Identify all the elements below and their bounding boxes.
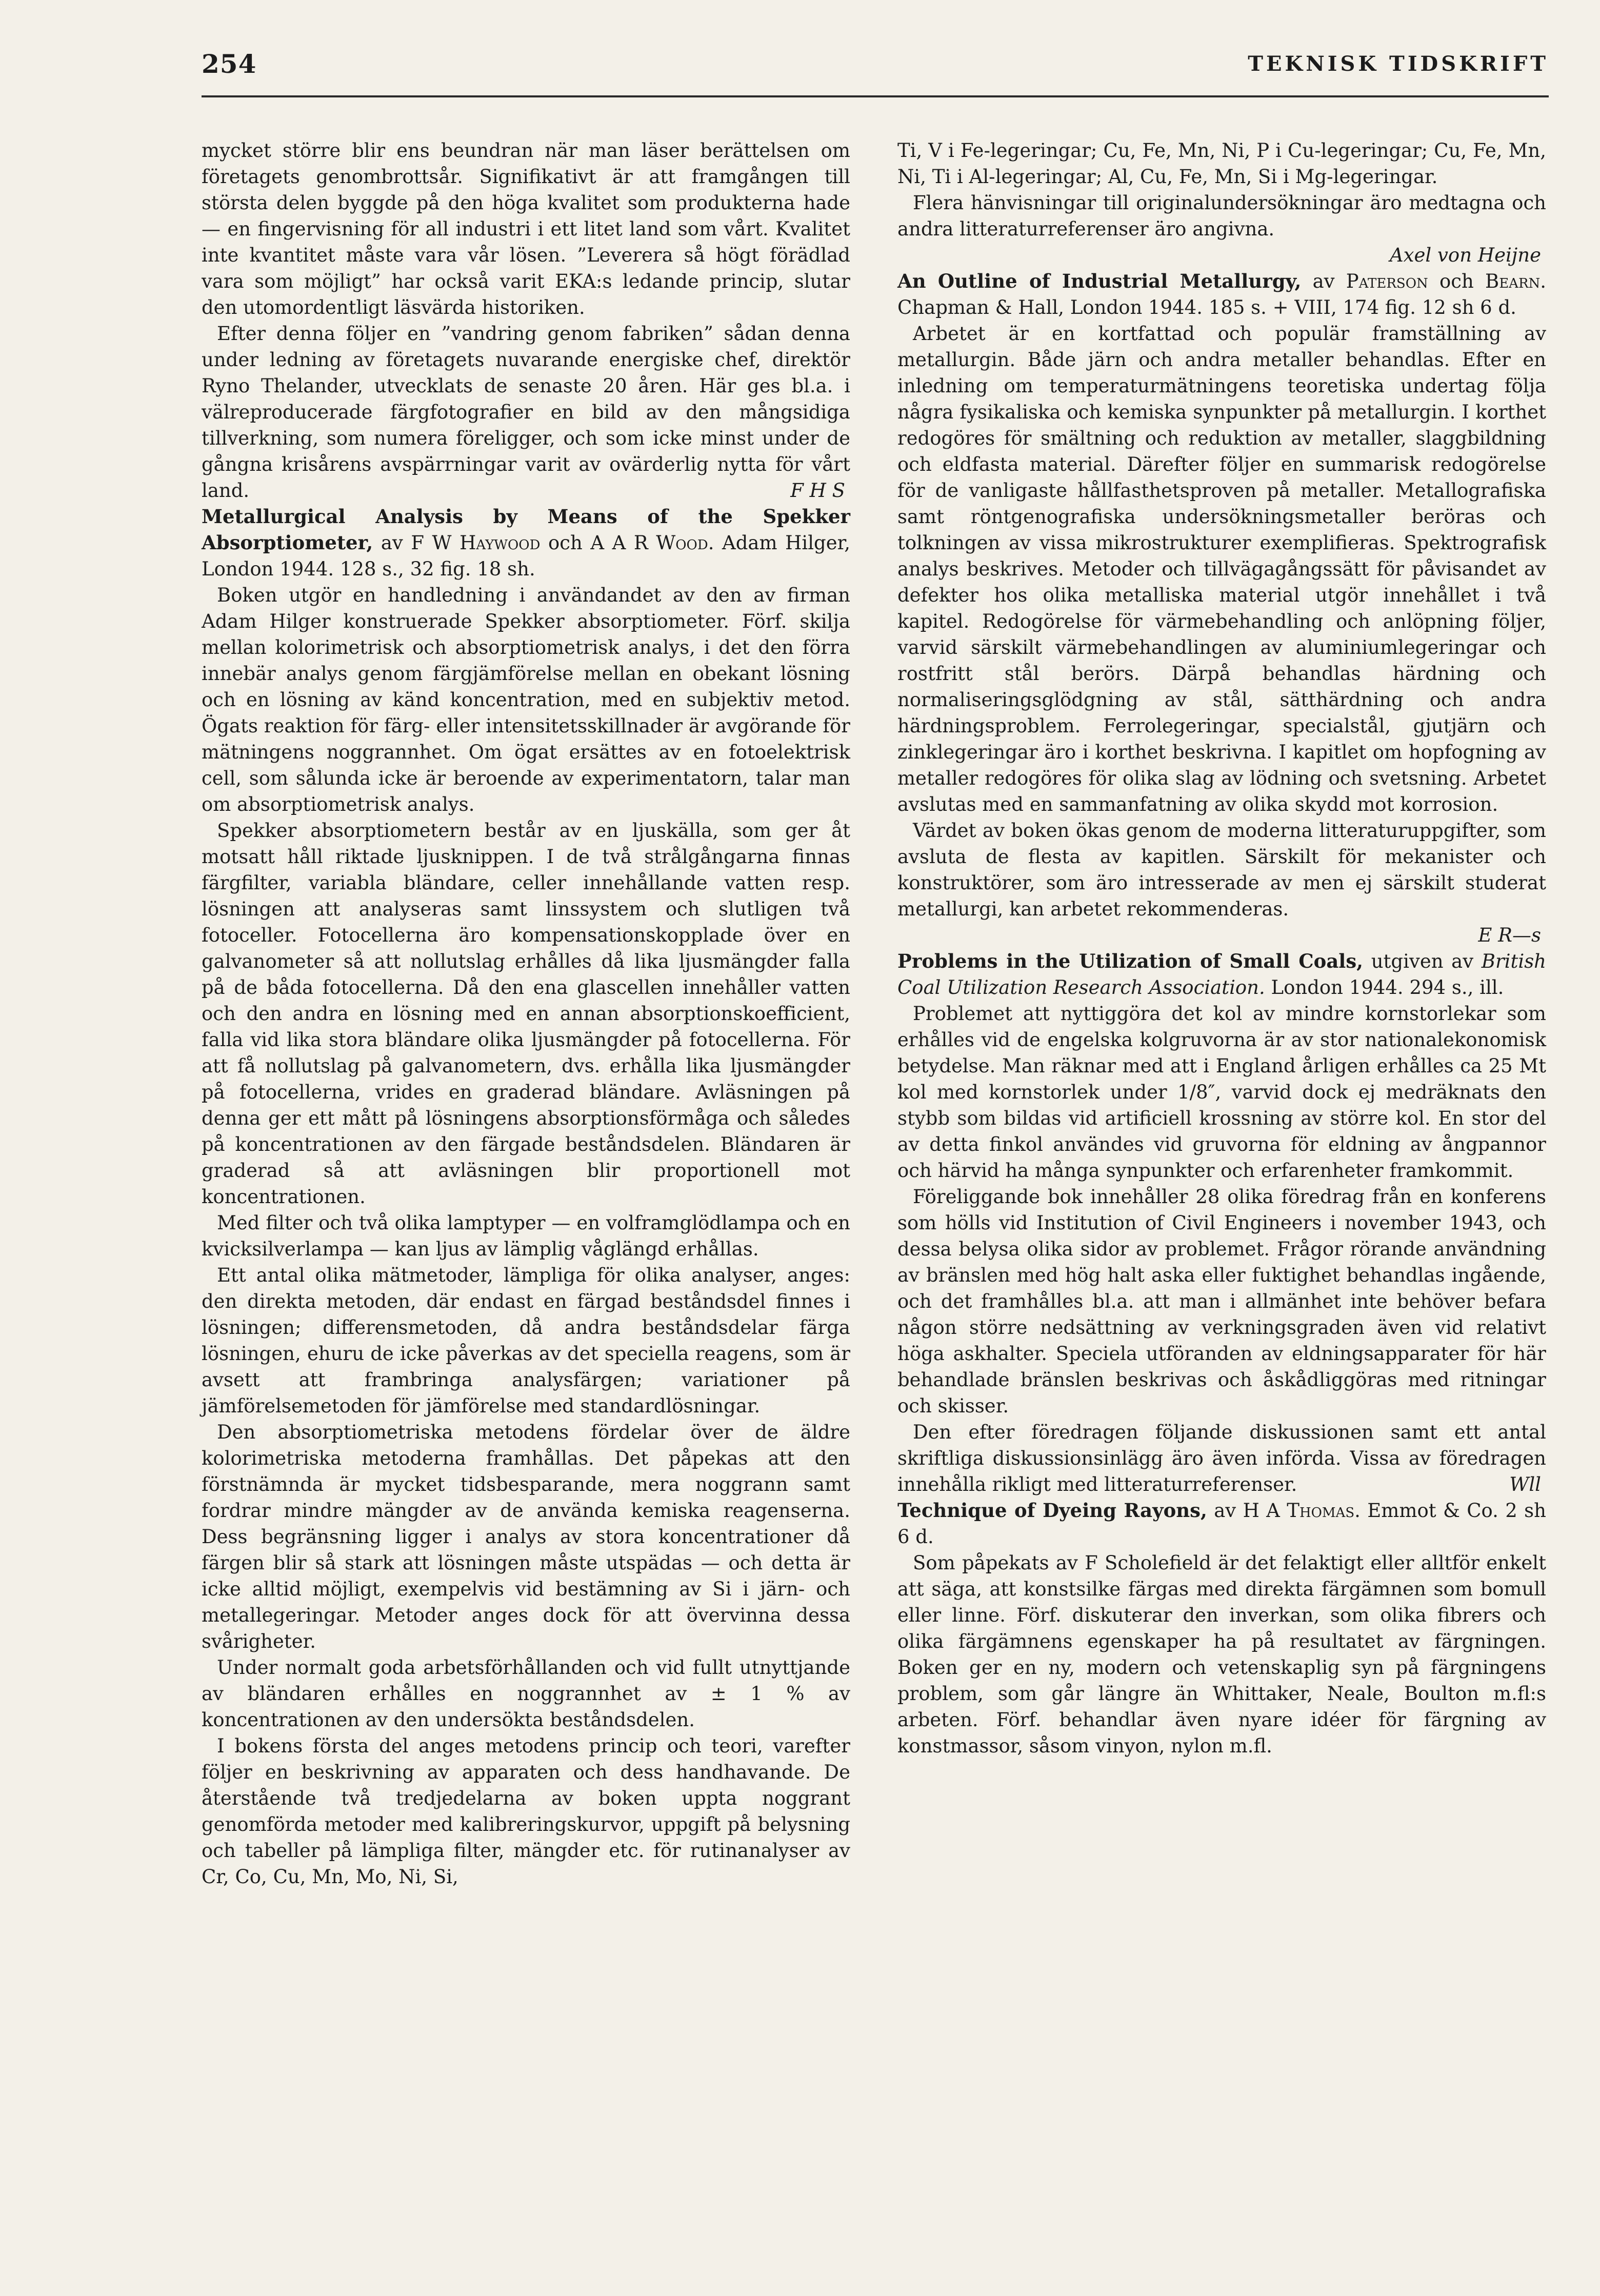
review-publication: Adam Hilger, London 1944. 128 s., 32 fig. 18 sh. [202, 532, 850, 580]
review-publication: Emmot & Co. 2 sh 6 d. [897, 1500, 1546, 1548]
review-by: av [1214, 1500, 1236, 1522]
paragraph: Föreliggande bok innehåller 28 olika föredrag från en konferens som hölls vid Institution of Civil Engineers i november 1943, och dessa belysa olika sidor av problemet. Frågor rörande användning av bränslen med hög halt aska eller fuktighet behandlas ingående, och det framhålles bl.a. att man i allmänhet inte behöver befara någon större nedsättning av verkningsgraden även vid relativt höga askhalter. Speciela utföranden av eldningsapparater för här behandlade bränslen beskrivas och åskådliggöras med ritningar och skisser. [897, 1186, 1546, 1417]
paragraph: Under normalt goda arbetsförhållanden och vid fullt utnyttjande av bländaren erhålles en noggrannhet av ± 1 % av koncentrationen av den undersökta beståndsdelen. [202, 1656, 850, 1731]
review-title: An Outline of Industrial Metallurgy, [897, 270, 1302, 292]
review-publisher: British Coal Utilization Research Association. [897, 950, 1547, 999]
paragraph: Arbetet är en kortfattad och populär framställning av metallurgin. Både järn och andra metaller behandlas. Efter en inledning om temperaturmätningens teoretiska undertag följa några fysikaliska och kemiska synpunkter på metallurgin. I korthet redogöres för smältning och reduktion av metaller, slaggbildning och eldfasta material. Därefter följer en summarisk redogörelse för de vanligaste hållfasthetsproven på metaller. Metallografiska samt röntgenografiska undersökningsmetaller beröras och tolkningen av vissa mikrostrukturer exemplifieras. Spektrografisk analys beskrives. Metoder och tillvägagångssätt för påvisandet av defekter hos olika metalliska material utgör innehållet i två kapitel. Redogörelse för värmebehandling och anlöpning följer, varvid särskilt värmebehandlingen av aluminiumlegeringar och rostfritt stål berörs. Därpå behandlas härdning och normaliseringsglödgning av stål, sätthärdning och andra härdningsproblem. Ferrolegeringar, specialstål, gjutjärn och zinklegeringar äro i korthet beskrivna. I kapitlet om hopfogning av metaller redogöres för olika slag av lödning och svetsning. Arbetet avslutas med en sammanfatning av olika skydd mot korrosion. [897, 323, 1546, 815]
header-rule [202, 95, 1549, 97]
journal-title: TEKNISK TIDSKRIFT [1248, 52, 1549, 76]
review-author: A A R Wood. [590, 532, 714, 554]
signature: Axel von Heijne [1389, 244, 1541, 266]
review-heading [897, 948, 1546, 1001]
paragraph: Ett antal olika mätmetoder, lämpliga för olika analyser, anges: den direkta metoden, där endast en färgad beståndsdel finnes i lösningen; differensmetoden, då andra beståndsdelar färga lösningen, ehuru de icke påverkas av det speciella reagens, som är avsett att frambringa analysfärgen; variationer på jämförelsemetoden för jämförelse med standardlösningar. [202, 1264, 850, 1417]
paragraph-text: Den efter föredragen följande diskussionen samt ett antal skriftliga diskussionsinlägg äro även införda. Vissa av föredragen innehålla rikligt med litteraturreferenser. [897, 1421, 1546, 1495]
review-publication: London 1944. 294 s., ill. [1271, 976, 1504, 999]
review-title: Technique of Dyeing Rayons, [897, 1499, 1207, 1522]
review-heading [897, 268, 1546, 321]
review-by: av [1312, 270, 1335, 292]
review-heading [202, 504, 850, 582]
left-column [202, 137, 850, 1890]
signature: F H S [790, 480, 845, 502]
paragraph [897, 1419, 1546, 1498]
review-and: och [548, 532, 583, 554]
paragraph: Värdet av boken ökas genom de moderna litteraturuppgifter, som avsluta de flesta av kapitlen. Särskilt för mekanister och konstruktörer, som äro intresserade av men ej särskilt studerat metallurgi, kan arbetet rekommenderas. [897, 820, 1546, 920]
paragraph: I bokens första del anges metodens princip och teori, varefter följer en beskrivning av apparaten och dess handhavande. De återstående två tredjedelarna av boken uppta noggrant genomförda metoder med kalibreringskurvor, uppgift på belysning och tabeller på lämpliga filter, mängder etc. för rutinanalyser av Cr, Co, Cu, Mn, Mo, Ni, Si, [202, 1735, 850, 1888]
review-and: och [1439, 270, 1474, 292]
paragraph: Med filter och två olika lamptyper — en volframglödlampa och en kvicksilverlampa — kan ljus av lämplig våglängd erhållas. [202, 1212, 850, 1260]
review-author: F W Haywood [411, 532, 541, 554]
paragraph: Ti, V i Fe-legeringar; Cu, Fe, Mn, Ni, P i Cu-legeringar; Cu, Fe, Mn, Ni, Ti i Al-legeringar; Al, Cu, Fe, Mn, Si i Mg-legeringar. [897, 139, 1546, 188]
signature: E R—s [1478, 924, 1541, 946]
review-title: Metallurgical Analysis by Means of the Spekker Absorptiometer, [202, 505, 850, 554]
paragraph: Spekker absorptiometern består av en ljuskälla, som ger åt motsatt håll riktade ljusknippen. I de två strålgångarna finnas färgfilter, variabla bländare, celler innehållande vatten resp. lösningen att analyseras samt linssystem och slutligen två fotoceller. Fotocellerna äro kompensationskopplade över en galvanometer så att nollutslag erhålles då lika ljusmängder falla på de båda fotocellerna. Då den ena glascellen innehåller vatten och den andra en lösning med en annan absorptionskoefficient, falla vid lika stora bländare olika ljusmängder på fotocellerna. För att få nollutslag på galvanometern, dvs. erhålla lika ljusmängder på fotocellerna, vrides en graderad bländare. Avläsningen på denna ger ett mått på lösningens absorptionsförmåga och således på koncentrationen av den färgade beståndsdelen. Bländaren är graderad så att avläsningen blir proportionell mot koncentrationen. [202, 820, 850, 1208]
right-column [897, 137, 1546, 1759]
review-author: Paterson [1346, 270, 1428, 292]
paragraph: Boken utgör en handledning i användandet av den av firman Adam Hilger konstruerade Spekker absorptiometer. Förf. skilja mellan kolorimetrisk och absorptiometrisk analys, i det den förra innebär analys genom färgjämförelse mellan en obekant lösning och en lösning av känd koncentration, med en subjektiv metod. Ögats reaktion för färg- eller intensitetsskillnader är avgörande för mätningens noggrannhet. Om ögat ersättes av en fotoelektrisk cell, som sålunda icke är beroende av experimentatorn, talar man om absorptiometrisk analys. [202, 584, 850, 815]
paragraph: Som påpekats av F Scholefield är det felaktigt eller alltför enkelt att säga, att konstsilke färgas med direkta färgämnen som bomull eller linne. Förf. diskuterar den inverkan, som olika fibrers och olika färgämnens egenskaper ha på resultatet av färgningen. Boken ger en ny, modern och vetenskaplig syn på färgningens problem, som går längre än Whittaker, Neale, Boulton m.fl:s arbeten. Förf. behandlar även nyare idéer för färgning av konstmassor, såsom vinyon, nylon m.fl. [897, 1552, 1546, 1757]
review-by: utgiven av [1371, 950, 1474, 972]
paragraph: Flera hänvisningar till originalundersökningar äro medtagna och andra litteraturreferenser äro angivna. [897, 192, 1546, 240]
review-publication: Chapman & Hall, London 1944. 185 s. + VIII, 174 fig. 12 sh 6 d. [897, 296, 1516, 318]
signature: Wll [1509, 1473, 1541, 1495]
review-author: H A Thomas. [1243, 1500, 1361, 1522]
paragraph: mycket större blir ens beundran när man läser berättelsen om företagets genombrottsår. Signifikativt är att framgången till största delen byggde på den höga kvalitet som produkterna hade — en fingervisning för all industri i ett litet land som vårt. Kvalitet inte kvantitet måste vara vår lösen. ”Leverera så högt förädlad vara som möjligt” har också varit EKA:s ledande princip, slutar den utomordentligt läsvärda historiken. [202, 139, 850, 318]
paragraph: Problemet att nyttiggöra det kol av mindre kornstorlekar som erhålles vid de engelska kolgruvorna är av stor nationalekonomisk betydelse. Man räknar med att i England årligen erhålles ca 25 Mt kol med kornstorlek under 1/8″, varvid dock ej medräknats den stybb som bildas vid artificiell krossning av större kol. En stor del av detta finkol användes vid gruvorna för eldning av ångpannor och härvid ha många synpunkter och erfarenheter framkommit. [897, 1003, 1546, 1182]
review-author: Bearn. [1485, 270, 1547, 292]
page-number: 254 [202, 49, 257, 79]
review-heading [897, 1498, 1546, 1550]
paragraph-text: Efter denna följer en ”vandring genom fabriken” sådan denna under ledning av företagets nuvarande energiske chef, direktör Ryno Thelander, utvecklats de senaste 20 åren. Här ges bl.a. i välreproducerade färgfotografier en bild av den mångsidiga tillverkning, som numera föreligger, och som icke minst under de gångna krisårens avspärrningar varit av ovärderlig nytta för vårt land. [202, 323, 850, 502]
review-title: Problems in the Utilization of Small Coals, [897, 950, 1364, 972]
paragraph: Den absorptiometriska metodens fördelar över de äldre kolorimetriska metoderna framhållas. Det påpekas att den förstnämnda är mycket tidsbesparande, mera noggrann samt fordrar mindre mängder av de använda kemiska reagenserna. Dess begränsning ligger i analys av stora koncentrationer då färgen blir så stark att lösningen måste utspädas — och detta är icke alltid möjligt, exempelvis vid bestämning av Si i järn- och metallegeringar. Metoder anges dock för att övervinna dessa svårigheter. [202, 1421, 850, 1652]
paragraph [202, 321, 850, 504]
review-by: av [381, 532, 403, 554]
page-header [202, 49, 1549, 95]
